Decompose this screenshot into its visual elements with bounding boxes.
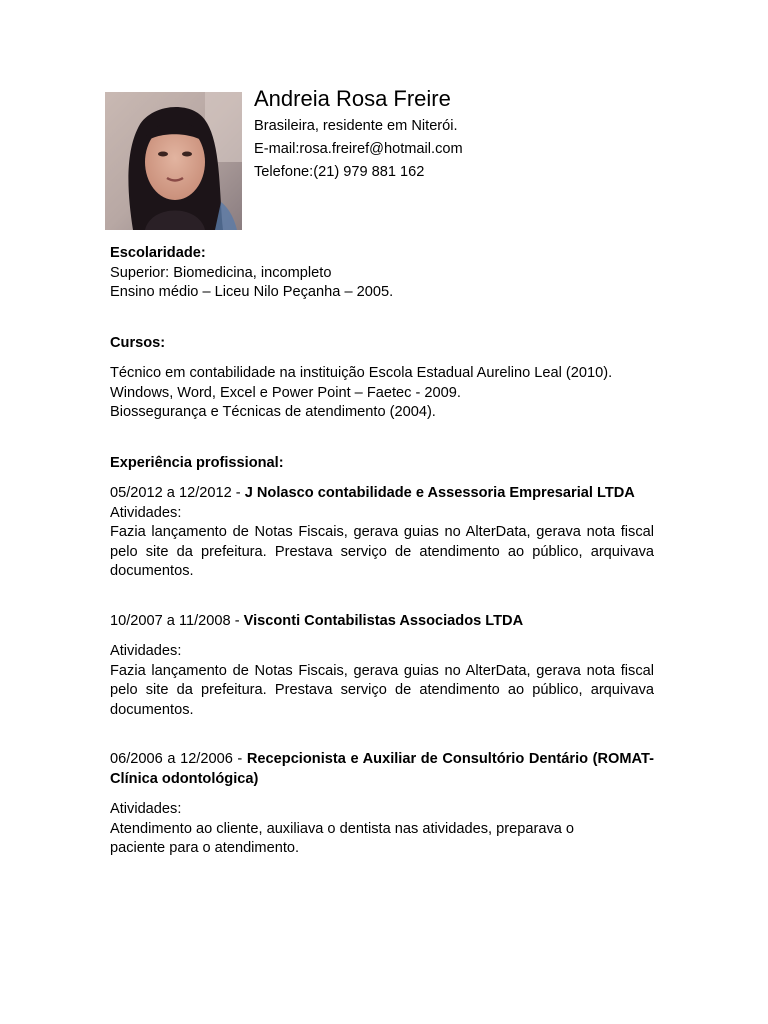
- education-item: Ensino médio – Liceu Nilo Peçanha – 2005.: [110, 284, 394, 300]
- activities-text-line: Atendimento ao cliente, auxiliava o dentista nas atividades, preparava o: [110, 820, 575, 837]
- activities-label: Atividades:: [110, 504, 182, 521]
- job-title-line: [110, 612, 654, 632]
- courses-heading: Cursos:: [110, 334, 166, 351]
- education-heading: Escolaridade:: [110, 245, 206, 261]
- job-title-line: [110, 484, 654, 504]
- activities-text: Fazia lançamento de Notas Fiscais, gerava guias no AlterData, gerava nota fiscal pelo site da prefeitura. Prestava serviço de atendimento ao público, arquivava documentos.: [110, 662, 654, 718]
- courses-section: [110, 334, 654, 423]
- candidate-name: Andreia Rosa Freire: [254, 86, 451, 111]
- job-period: 05/2012 a 12/2012 -: [110, 485, 245, 501]
- course-item: Técnico em contabilidade na instituição Escola Estadual Aurelino Leal (2010).: [110, 365, 613, 381]
- job-company: J Nolasco contabilidade e Assessoria Empresarial LTDA: [244, 485, 635, 501]
- job-company: Recepcionista e Auxiliar de Consultório Dentário (ROMAT- Clínica odontológica): [110, 751, 654, 787]
- job-period: 06/2006 a 12/2006 -: [110, 751, 247, 767]
- job-title-line: [110, 750, 654, 789]
- course-item: Windows, Word, Excel e Power Point – Faetec - 2009.: [110, 384, 461, 401]
- experience-heading: Experiência profissional:: [110, 454, 284, 471]
- activities-text-line: paciente para o atendimento.: [110, 840, 300, 856]
- phone-text: Telefone:(21) 979 881 162: [254, 164, 425, 180]
- course-item: Biossegurança e Técnicas de atendimento (2004).: [110, 404, 436, 420]
- job-period: 10/2007 a 11/2008 -: [110, 612, 244, 629]
- job-entry: [110, 484, 654, 582]
- resume-header: [254, 86, 463, 184]
- education-section: [110, 244, 654, 303]
- experience-section: [110, 454, 654, 859]
- activities-label: Atividades:: [110, 801, 182, 817]
- education-item: Superior: Biomedicina, incompleto: [110, 264, 332, 281]
- email-text: E-mail:rosa.freiref@hotmail.com: [254, 141, 463, 157]
- activities-text: Fazia lançamento de Notas Fiscais, gerava guias no AlterData, gerava nota fiscal pelo site da prefeitura. Prestava serviço de atendimento ao público, arquivava documentos.: [110, 524, 654, 579]
- job-entry: [110, 612, 654, 721]
- job-entry: [110, 750, 654, 859]
- nationality-text: Brasileira, residente em Niterói.: [254, 118, 458, 134]
- profile-photo: [105, 92, 242, 230]
- job-company: Visconti Contabilistas Associados LTDA: [243, 612, 524, 629]
- activities-label: Atividades:: [110, 643, 182, 659]
- profile-photo-image: [105, 92, 242, 230]
- resume-body: [110, 244, 654, 859]
